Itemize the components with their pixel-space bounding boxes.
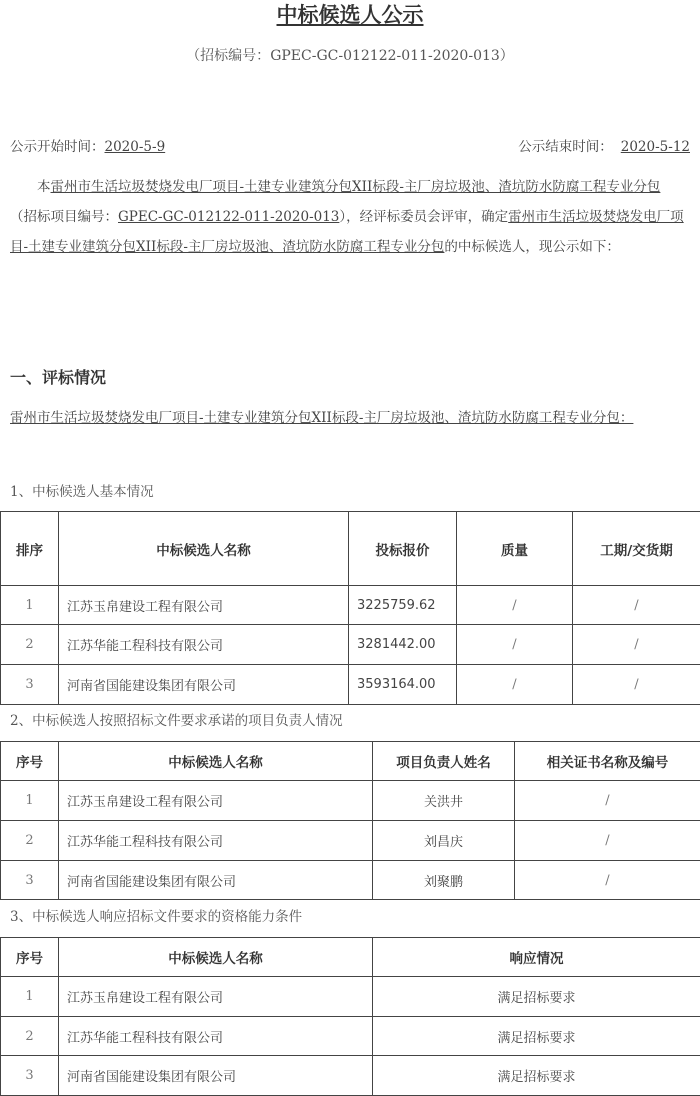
table-row: [1, 1017, 700, 1056]
intro-text-2: （招标项目编号：: [10, 209, 118, 225]
publicity-start: [10, 137, 165, 157]
tender-number-line: [0, 46, 700, 66]
col-header: 质量: [457, 512, 573, 586]
intro-project-name: 雷州市生活垃圾焚烧发电厂项目-土建专业建筑分包XII标段-主厂房垃圾池、渣坑防水防腐工程专业分包: [51, 179, 661, 195]
rank-cell: 3: [1, 665, 59, 705]
candidate-name-cell: 江苏玉帛建设工程有限公司: [59, 586, 349, 625]
rank-cell: 2: [1, 625, 59, 665]
intro-project-name-2: 雷州市生活垃圾焚烧发电厂项目-土建专业建筑分包XII标段-主厂房垃圾池、渣坑防水防腐工程专业分包: [10, 209, 684, 255]
table-row: [1, 977, 700, 1017]
period-cell: /: [573, 586, 700, 625]
index-cell: 2: [1, 821, 59, 861]
index-cell: 1: [1, 977, 59, 1017]
candidate-name-cell: 河南省国能建设集团有限公司: [59, 1056, 373, 1096]
quality-cell: /: [457, 586, 573, 625]
manager-name-cell: 关洪井: [373, 781, 515, 821]
section-project-text: 雷州市生活垃圾焚烧发电厂项目-土建专业建筑分包XII标段-主厂房垃圾池、渣坑防水防腐工程专业分包：: [10, 410, 633, 426]
intro-paragraph: [10, 172, 690, 262]
start-date: 2020-5-9: [105, 139, 166, 155]
index-cell: 3: [1, 861, 59, 900]
bid-price-cell: 3225759.62: [349, 586, 457, 625]
table2-caption: 2、中标候选人按照招标文件要求承诺的项目负责人情况: [10, 711, 343, 731]
col-header: 中标候选人名称: [59, 512, 349, 586]
intro-text-1: 本: [37, 179, 51, 195]
qualification-table: [0, 937, 700, 1096]
intro-project-code: GPEC-GC-012122-011-2020-013: [118, 209, 339, 225]
period-cell: /: [573, 625, 700, 665]
tender-number-prefix: （招标编号：: [186, 48, 270, 64]
bid-price-cell: 3281442.00: [349, 625, 457, 665]
index-cell: 1: [1, 781, 59, 821]
candidate-name-cell: 江苏玉帛建设工程有限公司: [59, 977, 373, 1017]
period-cell: /: [573, 665, 700, 705]
bid-price-cell: 3593164.00: [349, 665, 457, 705]
publicity-end: [518, 137, 690, 157]
intro-text-3: ），经评标委员会评审，确定: [339, 209, 508, 225]
table-row: [1, 586, 700, 625]
page-title: 中标候选人公示: [0, 2, 700, 28]
response-cell: 满足招标要求: [373, 1017, 700, 1056]
index-cell: 3: [1, 1056, 59, 1096]
table-header-row: [1, 512, 700, 586]
response-cell: 满足招标要求: [373, 1056, 700, 1096]
candidate-name-cell: 河南省国能建设集团有限公司: [59, 861, 373, 900]
col-header: 排序: [1, 512, 59, 586]
table-row: [1, 625, 700, 665]
project-manager-table: [0, 741, 700, 900]
candidate-name-cell: 江苏华能工程科技有限公司: [59, 1017, 373, 1056]
tender-number-suffix: ）: [500, 48, 514, 64]
candidate-name-cell: 江苏华能工程科技有限公司: [59, 625, 349, 665]
table-row: [1, 861, 700, 900]
certificate-cell: /: [515, 861, 700, 900]
col-header: 中标候选人名称: [59, 938, 373, 977]
response-cell: 满足招标要求: [373, 977, 700, 1017]
col-header: 相关证书名称及编号: [515, 742, 700, 781]
table3-caption: 3、中标候选人响应招标文件要求的资格能力条件: [10, 907, 302, 927]
section-project-name: [10, 403, 690, 433]
table-row: [1, 665, 700, 705]
certificate-cell: /: [515, 781, 700, 821]
col-header: 投标报价: [349, 512, 457, 586]
end-label: 公示结束时间：: [518, 139, 613, 155]
rank-cell: 1: [1, 586, 59, 625]
quality-cell: /: [457, 665, 573, 705]
quality-cell: /: [457, 625, 573, 665]
tender-number: GPEC-GC-012122-011-2020-013: [270, 48, 500, 64]
table-header-row: [1, 938, 700, 977]
table-row: [1, 821, 700, 861]
col-header: 序号: [1, 742, 59, 781]
candidate-name-cell: 江苏玉帛建设工程有限公司: [59, 781, 373, 821]
table-row: [1, 781, 700, 821]
col-header: 序号: [1, 938, 59, 977]
section-heading: 一、评标情况: [10, 366, 106, 390]
index-cell: 2: [1, 1017, 59, 1056]
col-header: 项目负责人姓名: [373, 742, 515, 781]
candidate-name-cell: 河南省国能建设集团有限公司: [59, 665, 349, 705]
col-header: 工期/交货期: [573, 512, 700, 586]
start-label: 公示开始时间：: [10, 139, 105, 155]
col-header: 响应情况: [373, 938, 700, 977]
end-date: 2020-5-12: [613, 139, 690, 155]
candidate-name-cell: 江苏华能工程科技有限公司: [59, 821, 373, 861]
table-row: [1, 1056, 700, 1096]
manager-name-cell: 刘聚鹏: [373, 861, 515, 900]
table1-caption: 1、中标候选人基本情况: [10, 482, 154, 502]
candidate-basic-table: [0, 511, 700, 705]
manager-name-cell: 刘昌庆: [373, 821, 515, 861]
col-header: 中标候选人名称: [59, 742, 373, 781]
intro-text-4: 的中标候选人，现公示如下：: [444, 239, 620, 255]
table-header-row: [1, 742, 700, 781]
certificate-cell: /: [515, 821, 700, 861]
